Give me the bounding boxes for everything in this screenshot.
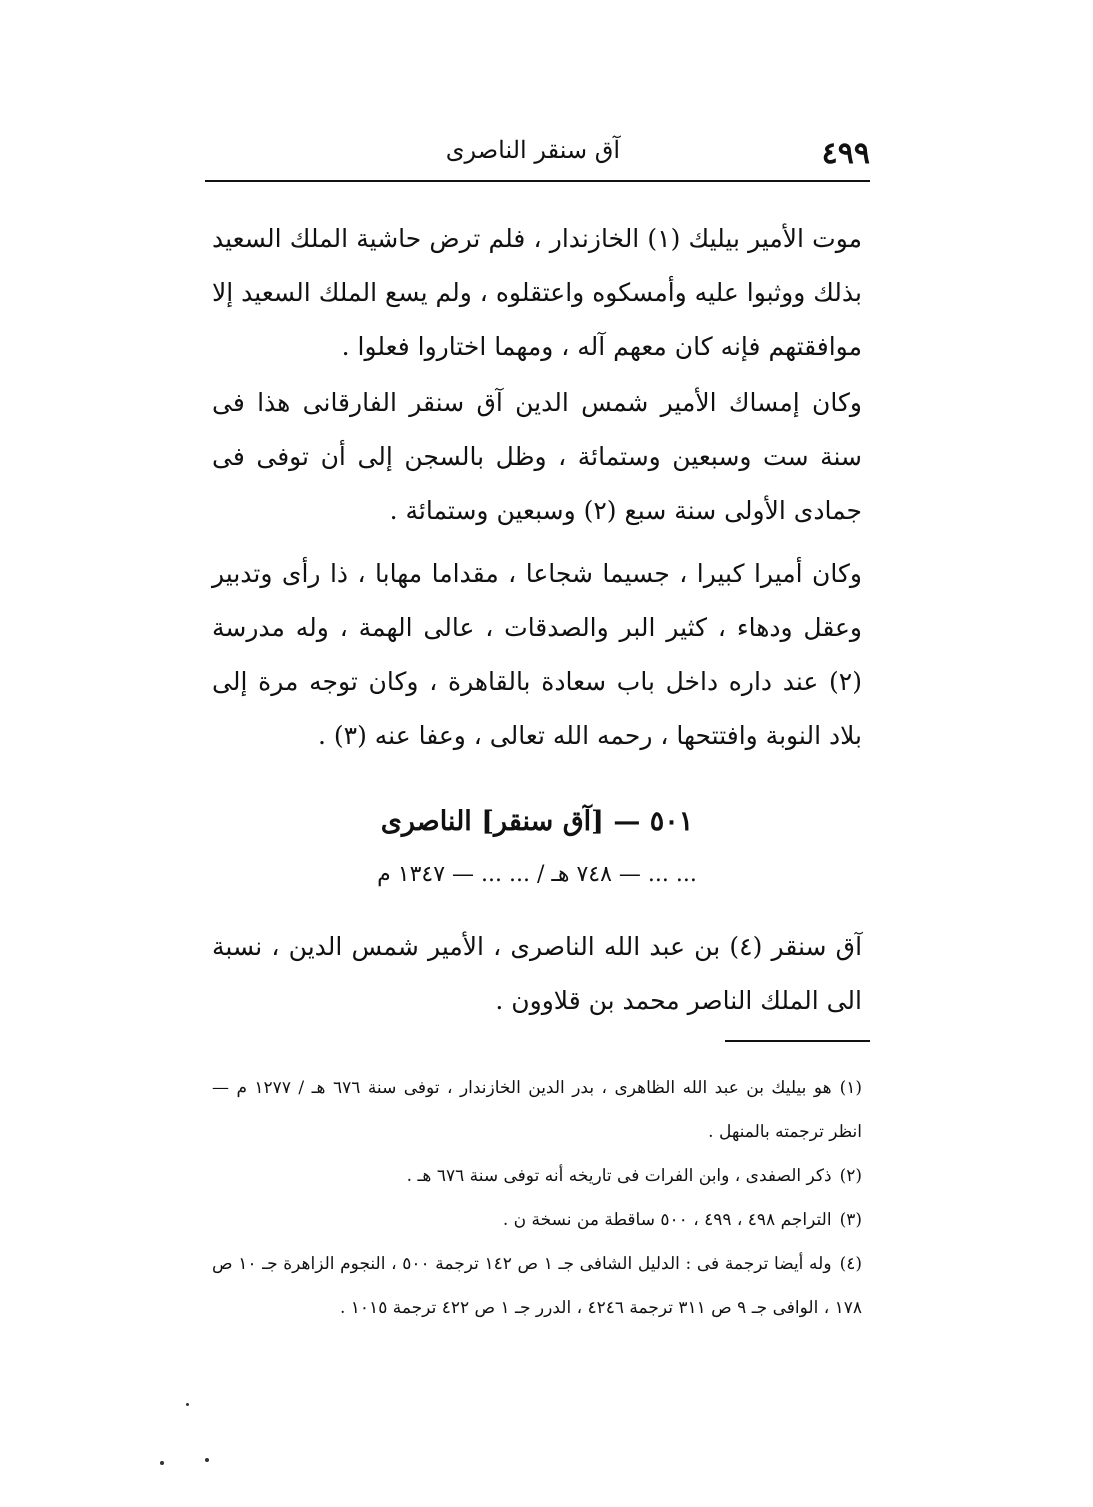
page-number: ٤٩٩	[821, 136, 870, 171]
footnote-number: (٢)	[839, 1166, 862, 1186]
footnote-text: وله أيضا ترجمة فى : الدليل الشافى جـ ١ ص ١٤٢ ترجمة ٥٠٠ ، النجوم الزاهرة جـ ١٠ ص ١٧٨ ، الوافى جـ ٩ ص ٣١١ ترجمة ٤٢٤٦ ، الدرر جـ ١ ص ٤٢٢ ترجمة ١٠١٥ .	[212, 1254, 862, 1318]
footnote-4	[212, 1242, 862, 1330]
footnote-number: (٤)	[839, 1254, 862, 1274]
footnote-2	[212, 1154, 862, 1198]
footnotes	[212, 1066, 862, 1330]
footnote-3	[212, 1198, 862, 1242]
scan-speck	[186, 1403, 189, 1406]
footnote-number: (٣)	[839, 1210, 862, 1230]
footnote-text: التراجم ٤٩٨ ، ٤٩٩ ، ٥٠٠ ساقطة من نسخة ن .	[502, 1210, 832, 1230]
footnote-1	[212, 1066, 862, 1154]
body-paragraph-3: وكان أميرا كبيرا ، جسيما شجاعا ، مقداما مهابا ، ذا رأى وتدبير وعقل ودهاء ، كثير البر والصدقات ، عالى الهمة ، وله مدرسة (٢) عند داره داخل باب سعادة بالقاهرة ، وكان توجه مرة إلى بلاد النوبة وافتتحها ، رحمه الله تعالى ، وعفا عنه (٣) .	[212, 559, 862, 750]
entry-title: ٥٠١ — [آق سنقر] الناصرى	[380, 806, 694, 837]
body-paragraph-2: وكان إمساك الأمير شمس الدين آق سنقر الفارقانى هذا فى سنة ست وسبعين وستمائة ، وظل بالسجن إلى أن توفى فى جمادى الأولى سنة سبع (٢) وسبعين وستمائة .	[212, 388, 862, 525]
scan-speck	[160, 1461, 164, 1465]
footnote-rule	[725, 1040, 870, 1042]
running-head: آق سنقر الناصرى	[445, 136, 620, 164]
footnote-text: ذكر الصفدى ، وابن الفرات فى تاريخه أنه توفى سنة ٦٧٦ هـ .	[406, 1166, 832, 1186]
entry-paragraph: آق سنقر (٤) بن عبد الله الناصرى ، الأمير شمس الدين ، نسبة الى الملك الناصر محمد بن قلاوون .	[212, 932, 863, 1015]
footnote-text: هو بيليك بن عبد الله الظاهرى ، بدر الدين الخازندار ، توفى سنة ٦٧٦ هـ / ١٢٧٧ م — انظر ترجمته بالمنهل .	[212, 1078, 862, 1142]
scan-speck	[205, 1458, 209, 1462]
body-paragraph-1: موت الأمير بيليك (١) الخازندار ، فلم ترض حاشية الملك السعيد بذلك ووثبوا عليه وأمسكوه واعتقلوه ، ولم يسع الملك السعيد إلا موافقتهم فإنه كان معهم آله ، ومهما اختاروا فعلوا .	[212, 224, 862, 361]
entry-dates: ... ... — ٧٤٨ هـ / ... ... — ١٣٤٧ م	[377, 862, 697, 887]
page-header	[205, 130, 870, 170]
header-rule	[205, 180, 870, 182]
footnote-number: (١)	[839, 1078, 862, 1098]
